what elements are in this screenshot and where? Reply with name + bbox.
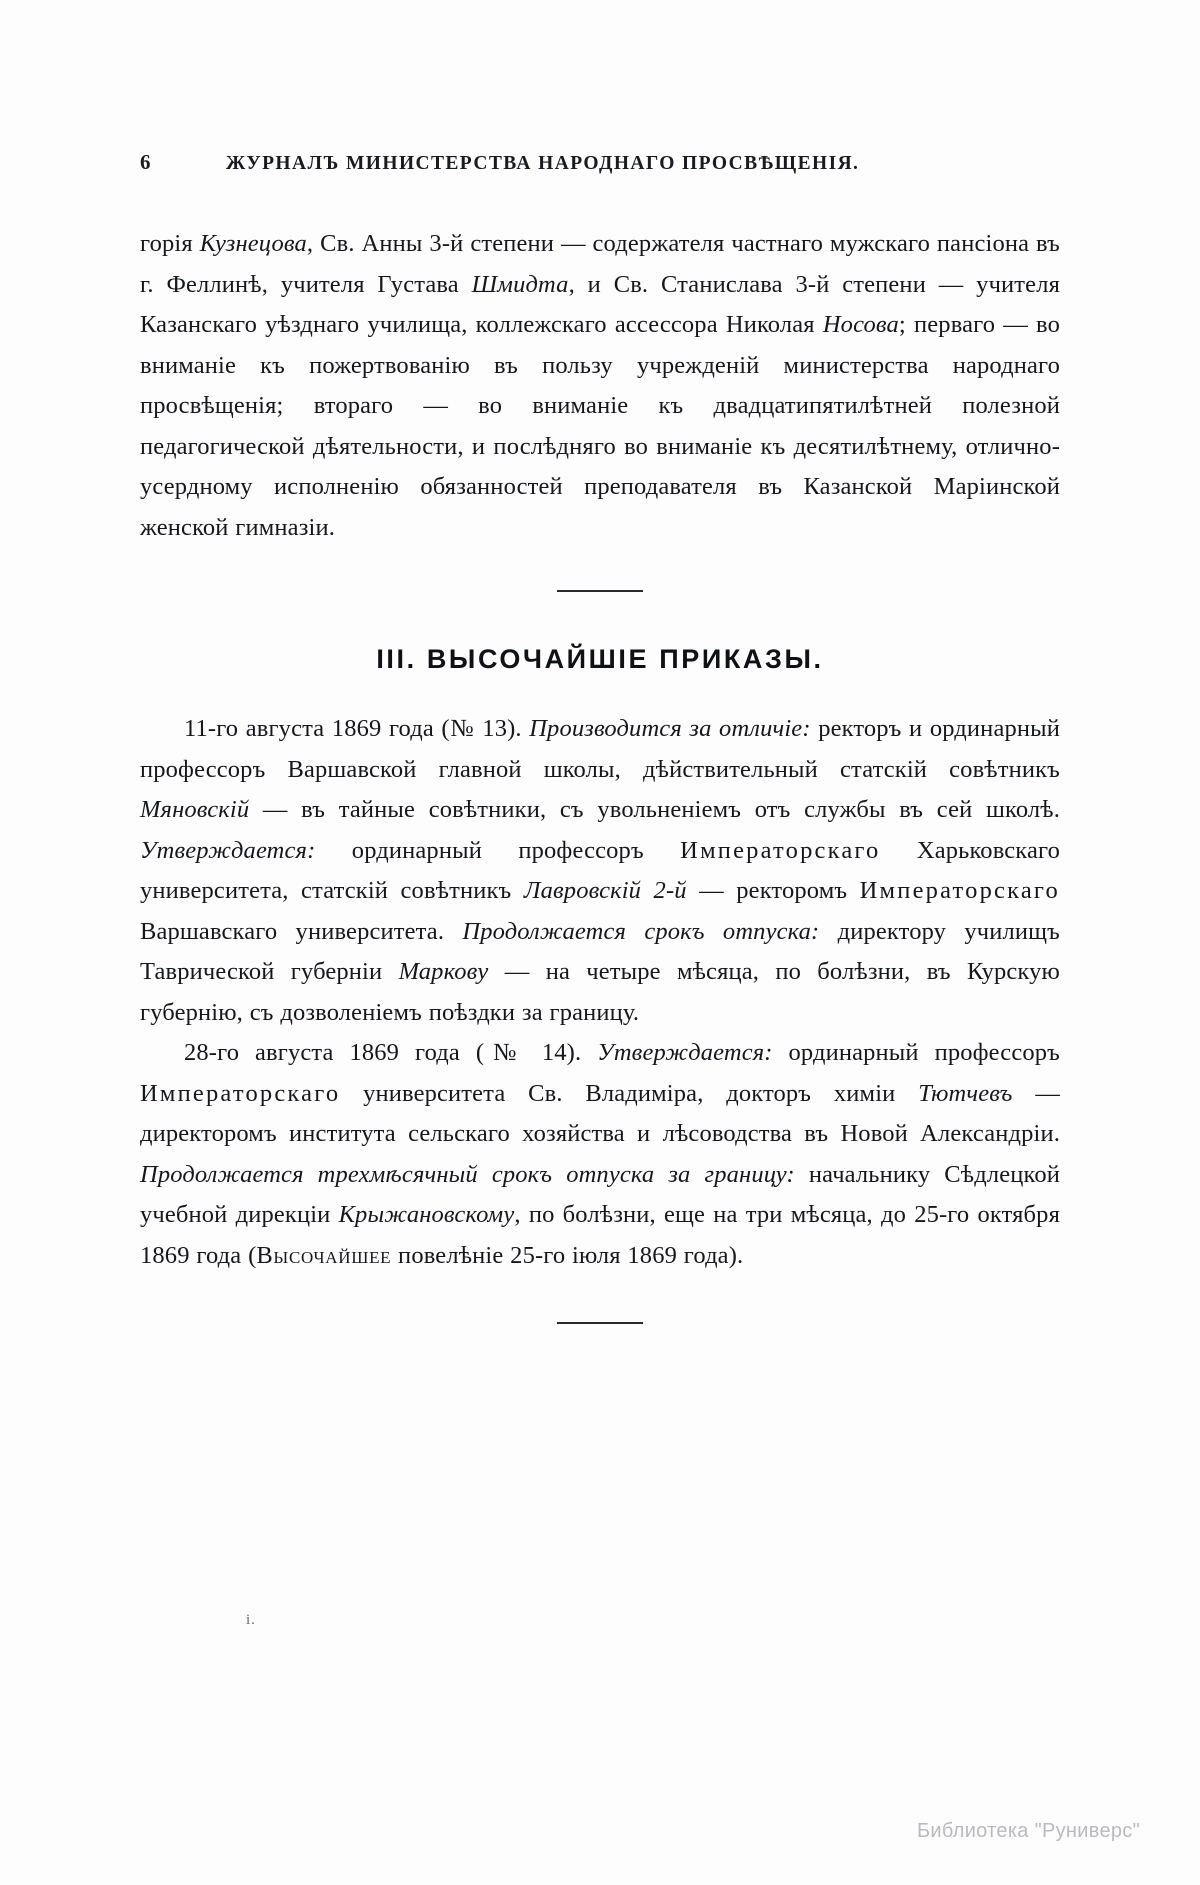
- text-run: , по болѣзни, еще на три мѣсяца, до 25-го октября 1869 года (: [140, 1201, 1060, 1269]
- library-watermark: Библиотека "Руниверс": [916, 1820, 1140, 1842]
- text-run: ректоръ и ординарный профессоръ Варшавской главной школы, дѣйствительный статскій совѣтникъ: [140, 715, 1061, 783]
- person-name: Тютчевъ: [918, 1079, 1013, 1107]
- paragraph-continuation: [140, 224, 1060, 548]
- letterspaced-word: Императорскаго: [140, 1079, 341, 1107]
- italic-name: Шмидта: [471, 270, 569, 298]
- text-run: , и Св. Станислава 3-й степени — учителя Казанскаго уѣзднаго училища, коллежскаго ассессора Николая: [140, 270, 1060, 338]
- running-title: ЖУРНАЛЪ МИНИСТЕРСТВА НАРОДНАГО ПРОСВѢЩЕНІЯ.: [226, 153, 860, 174]
- order-paragraph-1: [140, 709, 1060, 1033]
- person-name: Крыжановскому: [338, 1201, 515, 1228]
- section-divider-bottom: [140, 1322, 1060, 1324]
- order-lead-italic: Продолжается срокъ отпуска:: [462, 917, 820, 945]
- text-run: Харьковскаго университета, статскій совѣтникъ: [140, 836, 1060, 904]
- text-run: университета Св. Владиміра, докторъ химіи: [340, 1079, 919, 1107]
- text-run: директору училищъ Таврической губерніи: [140, 917, 1060, 985]
- text-run: начальнику Сѣдлецкой учебной дирекціи: [140, 1160, 1060, 1228]
- order-lead-italic: Продолжается трехмѣсячный срокъ отпуска за границу:: [140, 1160, 795, 1188]
- page-content: [140, 150, 1060, 1324]
- order-paragraph-2: [140, 1033, 1060, 1276]
- person-name: Мяновскій: [140, 796, 250, 823]
- text-run: , Св. Анны 3-й степени — содержателя частнаго мужскаго пансіона въ г. Феллинѣ, учителя Густава: [140, 230, 1060, 298]
- order-date: 28-го августа 1869 года (№ 14).: [184, 1039, 598, 1066]
- text-run: — на четыре мѣсяца, по болѣзни, въ Курскую губернію, съ дозволеніемъ поѣздки за границу.: [140, 958, 1060, 1026]
- text-run: горія: [140, 230, 200, 257]
- running-head: [140, 150, 1060, 176]
- page-number: 6: [140, 150, 151, 174]
- text-run: Варшавскаго университета.: [140, 917, 463, 945]
- letterspaced-word: Императорскаго: [680, 836, 881, 864]
- stray-mark: i.: [246, 1612, 256, 1628]
- person-name: Лавровскій 2-й: [523, 877, 687, 904]
- section-heading: III. ВЫСОЧАЙШІЕ ПРИКАЗЫ.: [376, 644, 824, 674]
- order-lead-italic: Производится за отличіе:: [529, 715, 811, 742]
- smallcaps-word: Высочайшее: [256, 1241, 392, 1269]
- order-date: 11-го августа 1869 года (№ 13).: [184, 715, 530, 742]
- text-run: — ректоромъ: [686, 877, 860, 904]
- divider-rule: [557, 1322, 643, 1324]
- text-run: повелѣніе 25-го іюля 1869 года).: [391, 1241, 744, 1269]
- letterspaced-word: Императорскаго: [859, 877, 1060, 904]
- text-run: ординарный профессоръ: [315, 836, 681, 864]
- section-divider-top: [140, 590, 1060, 592]
- text-run: ординарный профессоръ: [772, 1039, 1060, 1066]
- text-run: ; перваго — во вниманіе къ пожертвованію въ пользу учрежденій министерства народнаго просвѣщенія; втораго — во вниманіе къ двадцатипятилѣтней полезной педагогической дѣятельности, и послѣдняго во вниманіе къ десятилѣтнему, отлично-усердному исполненію обязанностей преподавателя въ Казанской Маріинской женской гимназіи.: [140, 311, 1060, 541]
- italic-name: Носова: [822, 311, 899, 338]
- text-run: — въ тайные совѣтники, съ увольненіемъ отъ службы въ сей школѣ.: [249, 796, 1060, 823]
- order-lead-italic: Утверждается:: [140, 836, 316, 864]
- divider-rule: [557, 590, 643, 592]
- text-run: — директоромъ института сельскаго хозяйства и лѣсоводства въ Новой Александріи.: [140, 1079, 1060, 1147]
- italic-name: Кузнецова: [199, 230, 307, 257]
- order-lead-italic: Утверждается:: [597, 1039, 773, 1066]
- person-name: Маркову: [398, 958, 489, 985]
